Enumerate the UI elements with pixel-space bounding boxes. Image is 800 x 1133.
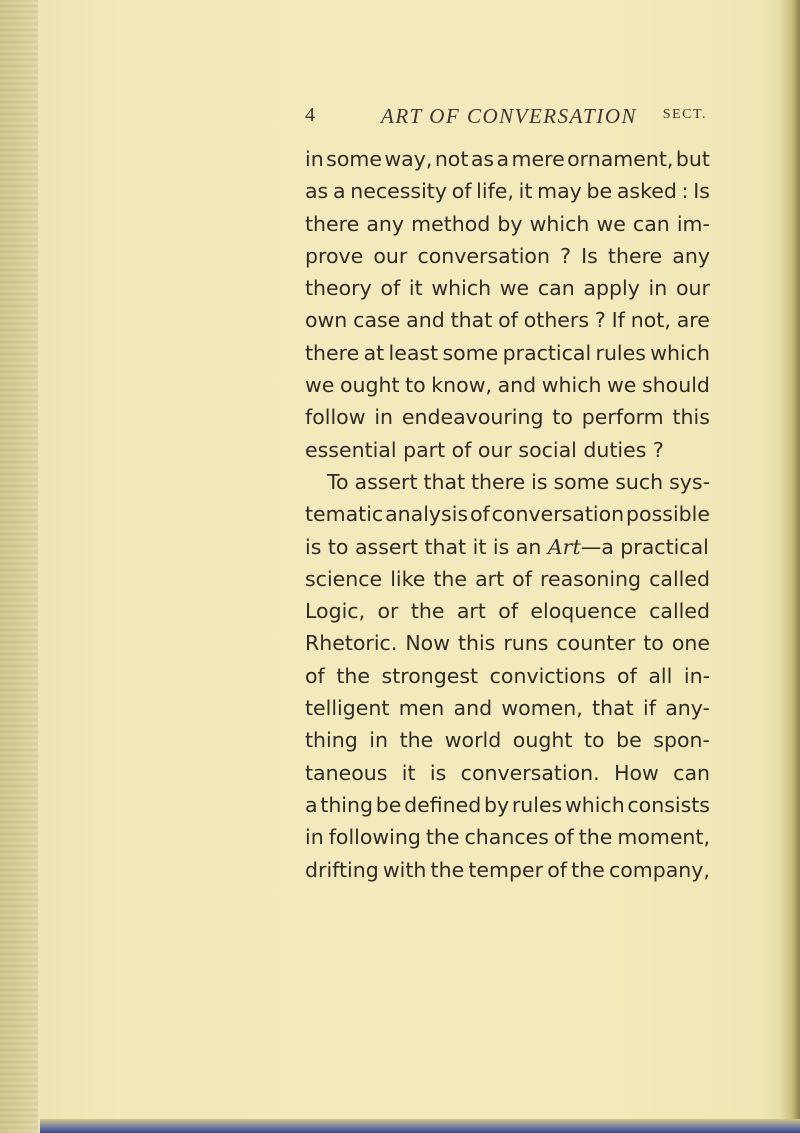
text-line: of the strongest convictions of all in- — [305, 663, 710, 688]
text-line: prove our conversation ? Is there any — [305, 243, 710, 268]
text-line: a thing be defined by rules which consists — [305, 792, 710, 817]
text-line: thing in the world ought to be spon- — [305, 728, 710, 753]
text-line: follow in endeavouring to perform this — [305, 405, 710, 430]
text-line: as a necessity of life, it may be asked : Is — [305, 179, 710, 204]
text-line: own case and that of others ? If not, are — [305, 308, 710, 333]
text-line: we ought to know, and which we should — [305, 373, 710, 398]
page-right-edge — [780, 0, 800, 1133]
running-head — [305, 104, 715, 134]
text-line: Logic, or the art of eloquence called — [305, 599, 710, 624]
text-line: essential part of our social duties ? — [305, 437, 664, 462]
section-label: SECT. — [662, 107, 707, 122]
text-line-with-italic — [305, 531, 710, 563]
running-head-title: ART OF CONVERSATION — [381, 104, 638, 128]
text-segment: —a practical — [580, 534, 709, 559]
text-line: in some way, not as a mere ornament, but — [305, 147, 710, 171]
body-text — [305, 143, 710, 886]
text-line: in following the chances of the moment, — [305, 825, 710, 850]
text-segment: is to assert that it is an — [305, 534, 548, 559]
text-line: science like the art of reasoning called — [305, 566, 710, 591]
text-line: theory of it which we can apply in our — [305, 276, 710, 301]
page-bottom-edge — [40, 1119, 800, 1133]
text-line: there any method by which we can im- — [305, 211, 710, 236]
text-line: there at least some practical rules which — [305, 340, 710, 365]
text-line: drifting with the temper of the company, — [305, 857, 710, 882]
text-line: To assert that there is some such sys- — [327, 469, 710, 494]
text-line: Rhetoric. Now this runs counter to one — [305, 631, 710, 656]
text-line: telligent men and women, that if any- — [305, 696, 710, 721]
italic-term-art: Art — [547, 534, 581, 559]
page-binding-edge — [0, 0, 38, 1133]
page-number: 4 — [305, 104, 315, 126]
text-line: tematic analysis of conversation possible — [305, 502, 710, 527]
text-line: taneous it is conversation. How can — [305, 760, 710, 785]
